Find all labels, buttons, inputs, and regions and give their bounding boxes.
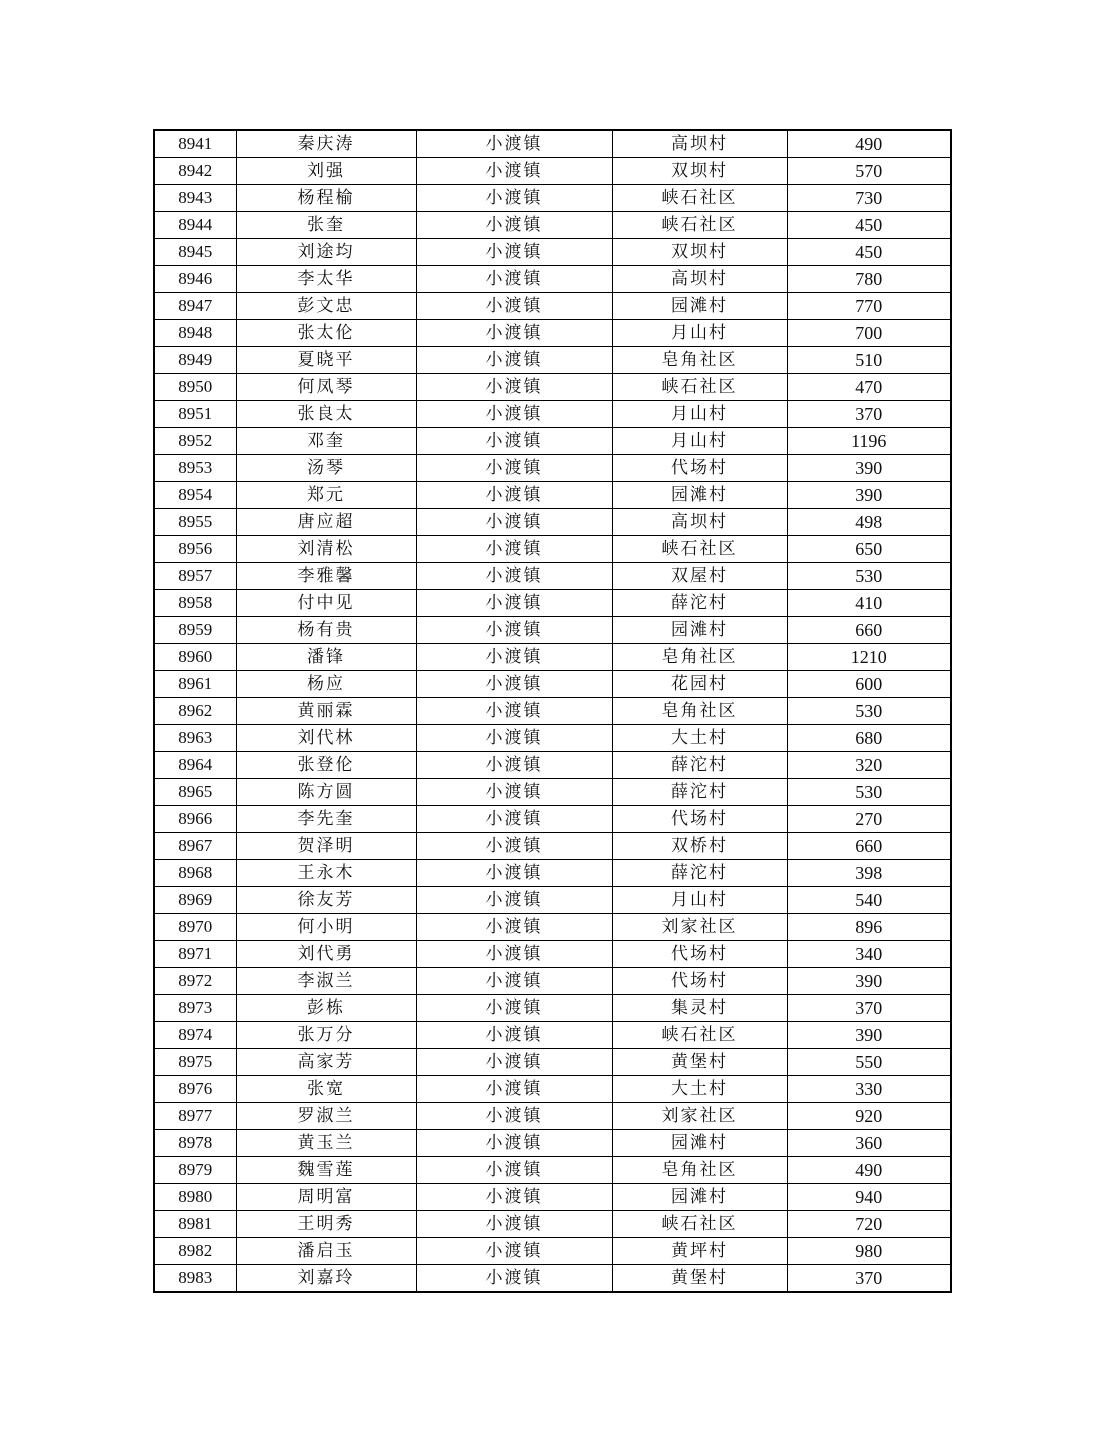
- cell-amount: 550: [787, 1049, 951, 1076]
- cell-amount: 410: [787, 590, 951, 617]
- cell-person-name: 刘途均: [236, 239, 416, 266]
- cell-person-name: 潘启玉: [236, 1238, 416, 1265]
- cell-amount: 720: [787, 1211, 951, 1238]
- cell-amount: 330: [787, 1076, 951, 1103]
- table-row: [154, 482, 951, 509]
- cell-person-name: 刘代勇: [236, 941, 416, 968]
- cell-serial-number: 8956: [154, 536, 236, 563]
- cell-town: 小渡镇: [416, 968, 612, 995]
- cell-serial-number: 8966: [154, 806, 236, 833]
- cell-amount: 510: [787, 347, 951, 374]
- cell-amount: 470: [787, 374, 951, 401]
- cell-amount: 730: [787, 185, 951, 212]
- cell-village: 黄堡村: [612, 1265, 787, 1293]
- table-row: [154, 698, 951, 725]
- table-row: [154, 968, 951, 995]
- cell-amount: 1210: [787, 644, 951, 671]
- cell-town: 小渡镇: [416, 860, 612, 887]
- table-row: [154, 509, 951, 536]
- cell-person-name: 唐应超: [236, 509, 416, 536]
- cell-village: 代场村: [612, 941, 787, 968]
- cell-village: 双桥村: [612, 833, 787, 860]
- cell-amount: 450: [787, 212, 951, 239]
- cell-town: 小渡镇: [416, 1103, 612, 1130]
- cell-person-name: 张万分: [236, 1022, 416, 1049]
- table-row: [154, 590, 951, 617]
- cell-serial-number: 8976: [154, 1076, 236, 1103]
- cell-amount: 490: [787, 1157, 951, 1184]
- table-row: [154, 1211, 951, 1238]
- cell-person-name: 魏雪莲: [236, 1157, 416, 1184]
- cell-town: 小渡镇: [416, 455, 612, 482]
- cell-amount: 530: [787, 779, 951, 806]
- cell-serial-number: 8949: [154, 347, 236, 374]
- cell-person-name: 刘清松: [236, 536, 416, 563]
- cell-person-name: 张奎: [236, 212, 416, 239]
- table-row: [154, 752, 951, 779]
- cell-amount: 490: [787, 130, 951, 158]
- cell-person-name: 张登伦: [236, 752, 416, 779]
- cell-amount: 940: [787, 1184, 951, 1211]
- table-row: [154, 1184, 951, 1211]
- cell-village: 代场村: [612, 455, 787, 482]
- cell-village: 双屋村: [612, 563, 787, 590]
- cell-village: 园滩村: [612, 617, 787, 644]
- cell-amount: 570: [787, 158, 951, 185]
- cell-amount: 700: [787, 320, 951, 347]
- cell-serial-number: 8948: [154, 320, 236, 347]
- cell-serial-number: 8969: [154, 887, 236, 914]
- table-row: [154, 914, 951, 941]
- table-row: [154, 428, 951, 455]
- cell-amount: 390: [787, 455, 951, 482]
- table-row: [154, 185, 951, 212]
- cell-amount: 370: [787, 995, 951, 1022]
- table-row: [154, 1103, 951, 1130]
- cell-town: 小渡镇: [416, 536, 612, 563]
- cell-village: 峡石社区: [612, 374, 787, 401]
- cell-town: 小渡镇: [416, 671, 612, 698]
- cell-town: 小渡镇: [416, 833, 612, 860]
- cell-amount: 450: [787, 239, 951, 266]
- cell-serial-number: 8964: [154, 752, 236, 779]
- cell-amount: 770: [787, 293, 951, 320]
- cell-person-name: 李先奎: [236, 806, 416, 833]
- cell-village: 园滩村: [612, 293, 787, 320]
- cell-serial-number: 8972: [154, 968, 236, 995]
- cell-amount: 540: [787, 887, 951, 914]
- cell-town: 小渡镇: [416, 401, 612, 428]
- cell-person-name: 李雅馨: [236, 563, 416, 590]
- cell-person-name: 张太伦: [236, 320, 416, 347]
- table-row: [154, 1049, 951, 1076]
- cell-amount: 650: [787, 536, 951, 563]
- cell-village: 峡石社区: [612, 1022, 787, 1049]
- cell-town: 小渡镇: [416, 185, 612, 212]
- cell-serial-number: 8946: [154, 266, 236, 293]
- cell-person-name: 罗淑兰: [236, 1103, 416, 1130]
- cell-amount: 896: [787, 914, 951, 941]
- cell-village: 皂角社区: [612, 347, 787, 374]
- cell-town: 小渡镇: [416, 1211, 612, 1238]
- cell-person-name: 杨程榆: [236, 185, 416, 212]
- table-row: [154, 779, 951, 806]
- cell-village: 高坝村: [612, 266, 787, 293]
- cell-amount: 390: [787, 968, 951, 995]
- cell-village: 薛沱村: [612, 779, 787, 806]
- cell-town: 小渡镇: [416, 698, 612, 725]
- cell-serial-number: 8979: [154, 1157, 236, 1184]
- cell-town: 小渡镇: [416, 239, 612, 266]
- table-row: [154, 995, 951, 1022]
- cell-amount: 360: [787, 1130, 951, 1157]
- cell-serial-number: 8971: [154, 941, 236, 968]
- cell-village: 峡石社区: [612, 185, 787, 212]
- cell-amount: 320: [787, 752, 951, 779]
- cell-serial-number: 8959: [154, 617, 236, 644]
- cell-town: 小渡镇: [416, 725, 612, 752]
- cell-person-name: 彭文忠: [236, 293, 416, 320]
- cell-town: 小渡镇: [416, 509, 612, 536]
- table-row: [154, 1157, 951, 1184]
- cell-person-name: 高家芳: [236, 1049, 416, 1076]
- cell-serial-number: 8975: [154, 1049, 236, 1076]
- cell-serial-number: 8957: [154, 563, 236, 590]
- cell-person-name: 刘嘉玲: [236, 1265, 416, 1293]
- cell-town: 小渡镇: [416, 320, 612, 347]
- cell-person-name: 张宽: [236, 1076, 416, 1103]
- cell-village: 大土村: [612, 1076, 787, 1103]
- cell-village: 花园村: [612, 671, 787, 698]
- cell-serial-number: 8968: [154, 860, 236, 887]
- cell-village: 高坝村: [612, 509, 787, 536]
- cell-person-name: 黄丽霖: [236, 698, 416, 725]
- cell-village: 代场村: [612, 968, 787, 995]
- cell-person-name: 陈方圆: [236, 779, 416, 806]
- cell-town: 小渡镇: [416, 617, 612, 644]
- cell-town: 小渡镇: [416, 482, 612, 509]
- table-row: [154, 1265, 951, 1293]
- cell-village: 大土村: [612, 725, 787, 752]
- cell-amount: 498: [787, 509, 951, 536]
- cell-town: 小渡镇: [416, 1157, 612, 1184]
- cell-person-name: 夏晓平: [236, 347, 416, 374]
- cell-serial-number: 8954: [154, 482, 236, 509]
- cell-serial-number: 8962: [154, 698, 236, 725]
- cell-amount: 600: [787, 671, 951, 698]
- table-row: [154, 130, 951, 158]
- table-row: [154, 1238, 951, 1265]
- cell-town: 小渡镇: [416, 887, 612, 914]
- cell-village: 峡石社区: [612, 1211, 787, 1238]
- cell-town: 小渡镇: [416, 806, 612, 833]
- cell-person-name: 李太华: [236, 266, 416, 293]
- cell-serial-number: 8951: [154, 401, 236, 428]
- cell-amount: 660: [787, 617, 951, 644]
- cell-serial-number: 8952: [154, 428, 236, 455]
- cell-amount: 780: [787, 266, 951, 293]
- cell-town: 小渡镇: [416, 941, 612, 968]
- cell-person-name: 刘代林: [236, 725, 416, 752]
- table-row: [154, 617, 951, 644]
- cell-village: 代场村: [612, 806, 787, 833]
- cell-town: 小渡镇: [416, 1184, 612, 1211]
- cell-village: 黄坪村: [612, 1238, 787, 1265]
- cell-serial-number: 8953: [154, 455, 236, 482]
- cell-town: 小渡镇: [416, 563, 612, 590]
- cell-person-name: 付中见: [236, 590, 416, 617]
- cell-serial-number: 8943: [154, 185, 236, 212]
- cell-amount: 680: [787, 725, 951, 752]
- cell-town: 小渡镇: [416, 1076, 612, 1103]
- table-row: [154, 347, 951, 374]
- cell-serial-number: 8980: [154, 1184, 236, 1211]
- cell-serial-number: 8973: [154, 995, 236, 1022]
- table-row: [154, 671, 951, 698]
- table-row: [154, 320, 951, 347]
- cell-person-name: 张良太: [236, 401, 416, 428]
- cell-person-name: 杨有贵: [236, 617, 416, 644]
- cell-town: 小渡镇: [416, 374, 612, 401]
- cell-serial-number: 8945: [154, 239, 236, 266]
- cell-amount: 530: [787, 698, 951, 725]
- cell-town: 小渡镇: [416, 914, 612, 941]
- cell-town: 小渡镇: [416, 428, 612, 455]
- table-row: [154, 239, 951, 266]
- cell-town: 小渡镇: [416, 1130, 612, 1157]
- cell-village: 双坝村: [612, 239, 787, 266]
- cell-person-name: 杨应: [236, 671, 416, 698]
- cell-village: 园滩村: [612, 1130, 787, 1157]
- cell-person-name: 何凤琴: [236, 374, 416, 401]
- cell-amount: 1196: [787, 428, 951, 455]
- cell-serial-number: 8958: [154, 590, 236, 617]
- table-row: [154, 941, 951, 968]
- cell-amount: 370: [787, 401, 951, 428]
- cell-serial-number: 8970: [154, 914, 236, 941]
- cell-village: 园滩村: [612, 1184, 787, 1211]
- table-row: [154, 1076, 951, 1103]
- table-row: [154, 374, 951, 401]
- cell-amount: 398: [787, 860, 951, 887]
- cell-town: 小渡镇: [416, 752, 612, 779]
- cell-person-name: 刘强: [236, 158, 416, 185]
- cell-village: 峡石社区: [612, 212, 787, 239]
- cell-town: 小渡镇: [416, 293, 612, 320]
- cell-town: 小渡镇: [416, 212, 612, 239]
- cell-serial-number: 8967: [154, 833, 236, 860]
- cell-person-name: 潘锋: [236, 644, 416, 671]
- cell-serial-number: 8941: [154, 130, 236, 158]
- table-row: [154, 563, 951, 590]
- cell-person-name: 黄玉兰: [236, 1130, 416, 1157]
- table-row: [154, 1022, 951, 1049]
- cell-town: 小渡镇: [416, 1022, 612, 1049]
- cell-person-name: 王永木: [236, 860, 416, 887]
- cell-person-name: 邓奎: [236, 428, 416, 455]
- cell-person-name: 何小明: [236, 914, 416, 941]
- cell-village: 月山村: [612, 320, 787, 347]
- table-row: [154, 806, 951, 833]
- cell-serial-number: 8947: [154, 293, 236, 320]
- cell-serial-number: 8977: [154, 1103, 236, 1130]
- cell-serial-number: 8965: [154, 779, 236, 806]
- cell-town: 小渡镇: [416, 158, 612, 185]
- cell-person-name: 李淑兰: [236, 968, 416, 995]
- table-row: [154, 401, 951, 428]
- cell-village: 皂角社区: [612, 644, 787, 671]
- cell-town: 小渡镇: [416, 644, 612, 671]
- cell-serial-number: 8955: [154, 509, 236, 536]
- roster-table: [153, 129, 952, 1293]
- table-row: [154, 455, 951, 482]
- table-row: [154, 293, 951, 320]
- cell-amount: 530: [787, 563, 951, 590]
- cell-village: 薛沱村: [612, 860, 787, 887]
- cell-town: 小渡镇: [416, 1238, 612, 1265]
- cell-village: 薛沱村: [612, 590, 787, 617]
- table-row: [154, 860, 951, 887]
- cell-serial-number: 8982: [154, 1238, 236, 1265]
- cell-person-name: 郑元: [236, 482, 416, 509]
- cell-village: 月山村: [612, 887, 787, 914]
- cell-serial-number: 8963: [154, 725, 236, 752]
- cell-serial-number: 8974: [154, 1022, 236, 1049]
- cell-village: 薛沱村: [612, 752, 787, 779]
- table-row: [154, 833, 951, 860]
- table-row: [154, 266, 951, 293]
- cell-serial-number: 8950: [154, 374, 236, 401]
- cell-town: 小渡镇: [416, 1265, 612, 1293]
- cell-amount: 980: [787, 1238, 951, 1265]
- cell-person-name: 王明秀: [236, 1211, 416, 1238]
- cell-town: 小渡镇: [416, 779, 612, 806]
- table-row: [154, 1130, 951, 1157]
- table-row: [154, 644, 951, 671]
- cell-town: 小渡镇: [416, 347, 612, 374]
- table-row: [154, 536, 951, 563]
- cell-serial-number: 8942: [154, 158, 236, 185]
- cell-town: 小渡镇: [416, 130, 612, 158]
- cell-town: 小渡镇: [416, 995, 612, 1022]
- cell-person-name: 徐友芳: [236, 887, 416, 914]
- table-row: [154, 725, 951, 752]
- cell-village: 双坝村: [612, 158, 787, 185]
- cell-village: 皂角社区: [612, 1157, 787, 1184]
- cell-village: 集灵村: [612, 995, 787, 1022]
- cell-serial-number: 8983: [154, 1265, 236, 1293]
- roster-table-body: [154, 130, 951, 1292]
- cell-amount: 340: [787, 941, 951, 968]
- cell-serial-number: 8978: [154, 1130, 236, 1157]
- cell-serial-number: 8981: [154, 1211, 236, 1238]
- cell-village: 园滩村: [612, 482, 787, 509]
- cell-person-name: 秦庆涛: [236, 130, 416, 158]
- cell-serial-number: 8944: [154, 212, 236, 239]
- cell-village: 黄堡村: [612, 1049, 787, 1076]
- table-row: [154, 212, 951, 239]
- cell-village: 高坝村: [612, 130, 787, 158]
- cell-village: 刘家社区: [612, 914, 787, 941]
- cell-person-name: 汤琴: [236, 455, 416, 482]
- cell-amount: 270: [787, 806, 951, 833]
- cell-village: 峡石社区: [612, 536, 787, 563]
- table-row: [154, 887, 951, 914]
- cell-serial-number: 8961: [154, 671, 236, 698]
- cell-village: 月山村: [612, 401, 787, 428]
- cell-amount: 370: [787, 1265, 951, 1293]
- cell-town: 小渡镇: [416, 1049, 612, 1076]
- cell-amount: 660: [787, 833, 951, 860]
- table-row: [154, 158, 951, 185]
- cell-person-name: 彭栋: [236, 995, 416, 1022]
- cell-village: 月山村: [612, 428, 787, 455]
- cell-village: 皂角社区: [612, 698, 787, 725]
- cell-person-name: 周明富: [236, 1184, 416, 1211]
- cell-amount: 390: [787, 482, 951, 509]
- cell-amount: 920: [787, 1103, 951, 1130]
- cell-amount: 390: [787, 1022, 951, 1049]
- cell-serial-number: 8960: [154, 644, 236, 671]
- cell-town: 小渡镇: [416, 266, 612, 293]
- cell-town: 小渡镇: [416, 590, 612, 617]
- cell-person-name: 贺泽明: [236, 833, 416, 860]
- cell-village: 刘家社区: [612, 1103, 787, 1130]
